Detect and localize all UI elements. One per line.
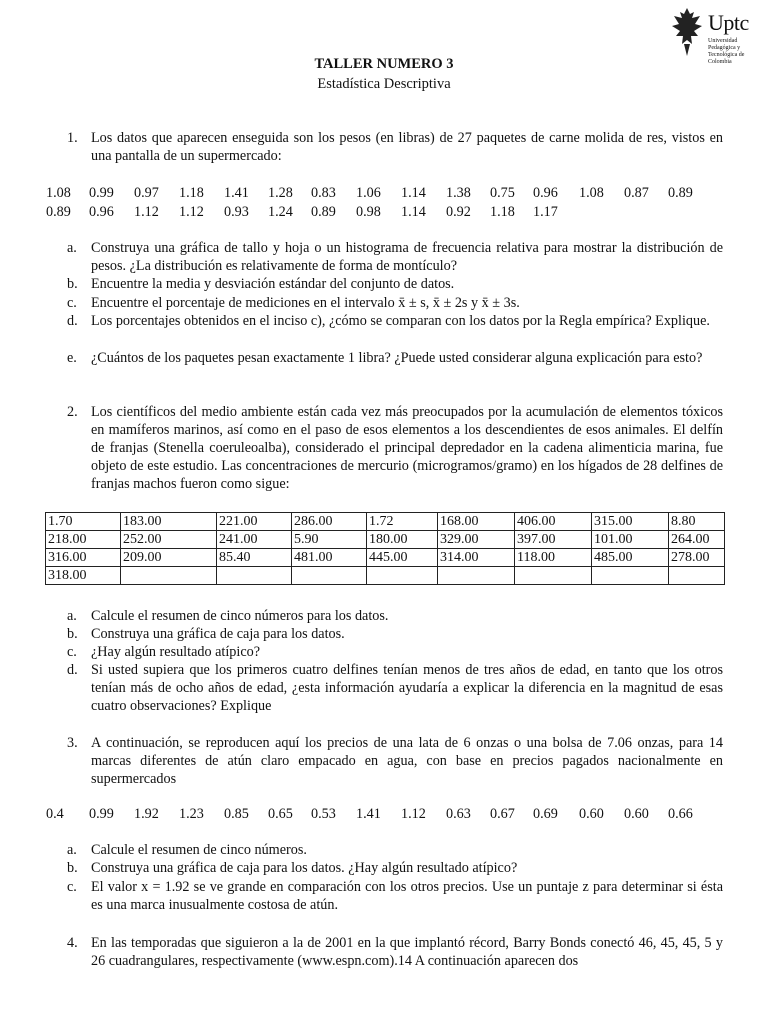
data-value: 1.14 [401, 204, 426, 220]
table-cell: 168.00 [438, 513, 515, 531]
table-cell: 1.70 [46, 513, 121, 531]
table-cell: 8.80 [669, 513, 725, 531]
item-label: a. [67, 240, 77, 256]
question-1-number: 1. [67, 130, 78, 146]
data-value: 0.89 [311, 204, 336, 220]
item-label: a. [67, 608, 77, 624]
data-value: 0.92 [446, 204, 471, 220]
table-cell: 85.40 [217, 549, 292, 567]
data-value: 1.17 [533, 204, 558, 220]
table-cell: 481.00 [292, 549, 367, 567]
table-row [46, 549, 725, 567]
data-value: 0.53 [311, 806, 336, 822]
table-cell: 101.00 [592, 531, 669, 549]
table-cell: 318.00 [46, 567, 121, 585]
item-label: d. [67, 313, 78, 329]
table-cell: 209.00 [121, 549, 217, 567]
item-label: e. [67, 350, 77, 366]
item-text: Calcule el resumen de cinco números. [91, 842, 307, 858]
table-cell: 221.00 [217, 513, 292, 531]
university-logo [670, 4, 766, 65]
q2-item-c [67, 643, 723, 661]
q1-item-c [67, 294, 723, 312]
document-subtitle: Estadística Descriptiva [317, 76, 451, 92]
data-value: 0.87 [624, 185, 649, 201]
table-cell: 315.00 [592, 513, 669, 531]
item-text: Si usted supiera que los primeros cuatro delfines tenían menos de tres años de edad, en tanto que los otros tenían más de ocho años de edad, ¿esta información ayudaría a explicar la diferencia en la magnitud de esas cuatro observaciones? Explique [91, 662, 723, 714]
item-label: c. [67, 644, 77, 660]
table-cell [292, 567, 367, 585]
table-cell: 485.00 [592, 549, 669, 567]
data-value: 0.96 [89, 204, 114, 220]
data-value: 0.89 [668, 185, 693, 201]
data-value: 1.18 [179, 185, 204, 201]
table-cell [121, 567, 217, 585]
table-row [46, 531, 725, 549]
data-value: 1.23 [179, 806, 204, 822]
item-text: ¿Cuántos de los paquetes pesan exactamente 1 libra? ¿Puede usted considerar alguna explicación para esto? [91, 350, 703, 366]
data-value: 0.63 [446, 806, 471, 822]
data-value: 1.38 [446, 185, 471, 201]
table-cell: 218.00 [46, 531, 121, 549]
data-value: 0.99 [89, 806, 114, 822]
data-value: 1.18 [490, 204, 515, 220]
table-cell: 264.00 [669, 531, 725, 549]
q1-item-b [67, 275, 723, 293]
data-value: 0.66 [668, 806, 693, 822]
question-3-text: A continuación, se reproducen aquí los precios de una lata de 6 onzas o una bolsa de 7.06 onzas, para 14 marcas diferentes de atún claro empacado en agua, con base en precios pagados nacionalmente en supermercados [91, 735, 723, 787]
item-label: c. [67, 879, 77, 895]
q1-item-d [67, 312, 723, 330]
table-cell: 445.00 [367, 549, 438, 567]
q1-item-a [67, 239, 723, 275]
item-label: a. [67, 842, 77, 858]
table-row [46, 513, 725, 531]
table-cell: 406.00 [515, 513, 592, 531]
table-cell: 241.00 [217, 531, 292, 549]
table-cell: 5.90 [292, 531, 367, 549]
item-label: b. [67, 626, 78, 642]
data-value: 1.28 [268, 185, 293, 201]
table-cell [367, 567, 438, 585]
question-4-text: En las temporadas que siguieron a la de 2001 en la que implantó récord, Barry Bonds conectó 46, 45, 45, 5 y 26 cuadrangulares, respectivamente (www.espn.com).14 A continuación aparecen dos [91, 935, 723, 969]
item-label: b. [67, 860, 78, 876]
question-4-number: 4. [67, 935, 78, 951]
table-cell [438, 567, 515, 585]
question-3-number: 3. [67, 735, 78, 751]
q1-data-row-2 [46, 203, 579, 221]
q3-item-b [67, 859, 723, 877]
table-cell [669, 567, 725, 585]
q3-item-c [67, 878, 723, 914]
data-value: 1.12 [179, 204, 204, 220]
data-value: 0.67 [490, 806, 515, 822]
document-title: TALLER NUMERO 3 [314, 56, 454, 72]
data-value: 1.41 [224, 185, 249, 201]
q2-item-b [67, 625, 723, 643]
table-cell: 118.00 [515, 549, 592, 567]
data-value: 0.60 [624, 806, 649, 822]
item-text: Calcule el resumen de cinco números para los datos. [91, 608, 389, 624]
question-1-text: Los datos que aparecen enseguida son los pesos (en libras) de 27 paquetes de carne molida de res, vistos en una pantalla de un supermercado: [91, 130, 723, 164]
table-cell: 314.00 [438, 549, 515, 567]
table-cell: 278.00 [669, 549, 725, 567]
data-value: 1.08 [46, 185, 71, 201]
data-value: 0.83 [311, 185, 336, 201]
table-cell: 1.72 [367, 513, 438, 531]
data-value: 1.92 [134, 806, 159, 822]
item-label: c. [67, 295, 77, 311]
item-label: d. [67, 662, 78, 678]
table-cell: 329.00 [438, 531, 515, 549]
data-value: 0.65 [268, 806, 293, 822]
condor-crest-icon [670, 4, 704, 58]
data-value: 0.96 [533, 185, 558, 201]
q3-data-row [46, 805, 708, 823]
data-value: 1.06 [356, 185, 381, 201]
mercury-data-table [45, 512, 725, 585]
data-value: 1.14 [401, 185, 426, 201]
q1-data-row-1 [46, 184, 708, 202]
item-text: Construya una gráfica de caja para los datos. [91, 626, 345, 642]
table-cell: 183.00 [121, 513, 217, 531]
q3-item-a [67, 841, 723, 859]
item-label: b. [67, 276, 78, 292]
q1-item-e [67, 349, 723, 367]
logo-subtitle: Universidad Pedagógica y Tecnológica de Colombia [708, 38, 745, 65]
table-cell: 397.00 [515, 531, 592, 549]
item-text: El valor x = 1.92 se ve grande en comparación con los otros precios. Use un puntaje z para determinar si ésta es una marca inusualmente costosa de atún. [91, 879, 723, 913]
question-2-number: 2. [67, 404, 78, 420]
table-row [46, 567, 725, 585]
table-cell: 180.00 [367, 531, 438, 549]
data-value: 0.89 [46, 204, 71, 220]
q2-item-a [67, 607, 723, 625]
data-value: 0.99 [89, 185, 114, 201]
data-value: 0.69 [533, 806, 558, 822]
table-cell: 252.00 [121, 531, 217, 549]
data-value: 0.93 [224, 204, 249, 220]
data-value: 0.60 [579, 806, 604, 822]
data-value: 1.41 [356, 806, 381, 822]
data-value: 0.97 [134, 185, 159, 201]
table-cell: 316.00 [46, 549, 121, 567]
item-text: Encuentre el porcentaje de mediciones en el intervalo x̄ ± s, x̄ ± 2s y x̄ ± 3s. [91, 295, 520, 311]
table-cell [592, 567, 669, 585]
data-value: 1.12 [134, 204, 159, 220]
item-text: Construya una gráfica de caja para los datos. ¿Hay algún resultado atípico? [91, 860, 518, 876]
data-value: 1.12 [401, 806, 426, 822]
data-value: 0.75 [490, 185, 515, 201]
table-cell [217, 567, 292, 585]
data-value: 0.4 [46, 806, 64, 822]
data-value: 1.24 [268, 204, 293, 220]
item-text: ¿Hay algún resultado atípico? [91, 644, 261, 660]
data-value: 0.85 [224, 806, 249, 822]
table-cell: 286.00 [292, 513, 367, 531]
item-text: Construya una gráfica de tallo y hoja o un histograma de frecuencia relativa para mostrar la distribución de pesos. ¿La distribución es relativamente de forma de montículo? [91, 240, 723, 274]
item-text: Los porcentajes obtenidos en el inciso c), ¿cómo se comparan con los datos por la Regla empírica? Explique. [91, 313, 710, 329]
data-value: 0.98 [356, 204, 381, 220]
data-value: 1.08 [579, 185, 604, 201]
item-text: Encuentre la media y desviación estándar del conjunto de datos. [91, 276, 455, 292]
table-cell [515, 567, 592, 585]
question-2-text: Los científicos del medio ambiente están cada vez más preocupados por la acumulación de elementos tóxicos en mamíferos marinos, así como en el paso de esos elementos a los descendientes de esos animales. El delfín de franjas (Stenella coeruleoalba), considerado el principal depredador en la cadena alimenticia marina, fue objeto de este estudio. Las concentraciones de mercurio (microgramos/gramo) en los hígados de 28 delfines de franjas machos fueron como sigue: [91, 404, 723, 492]
q2-item-d [67, 661, 723, 715]
logo-name: Uptc [708, 10, 749, 35]
